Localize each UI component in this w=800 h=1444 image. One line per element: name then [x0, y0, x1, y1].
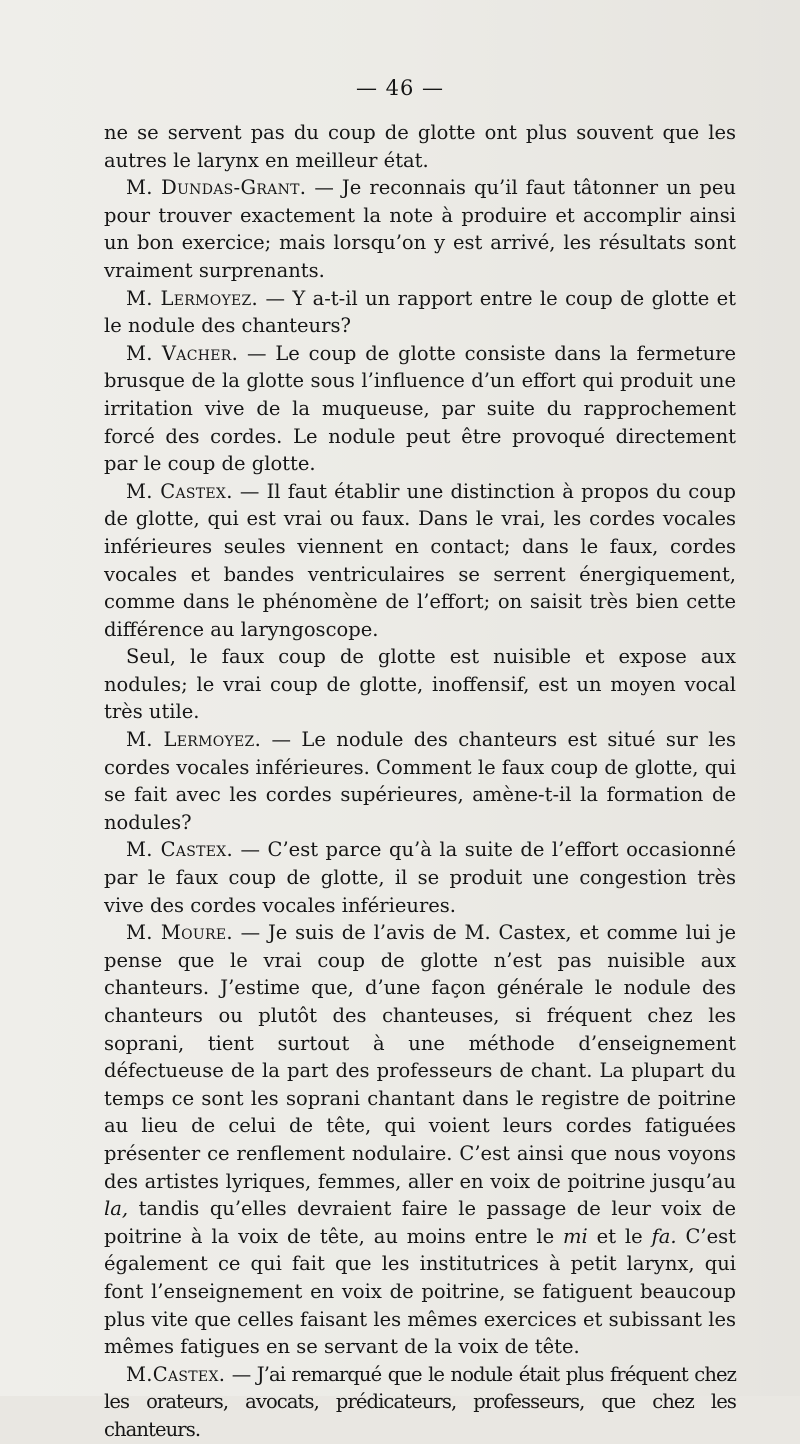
- paragraph-text: — Je suis de l’avis de M. Castex, et comme lui je pense que le vrai coup de glotte n’est pas nuisible aux chanteurs. J’estime que, d’une façon générale le nodule des chanteurs ou plutôt des chanteuses, si fréquent chez les soprani, tient surtout à une méthode d’enseignement défectueuse de la part des professeurs de chant. La plupart du temps ce sont les soprani chantant dans le registre de poitrine au lieu de celui de tête, qui voient leurs cordes fatiguées présenter ce renflement nodulaire. C’est ainsi que nous voyons des artistes lyriques, femmes, aller en voix de poitrine jusqu’au: [104, 921, 736, 1193]
- speaker-name: M.Castex.: [126, 1362, 226, 1386]
- speaker-name: M. Moure.: [126, 921, 233, 945]
- paragraph-castex-orateurs: [104, 1361, 736, 1444]
- paragraph-text: Seul, le faux coup de glotte est nuisible et expose aux nodules; le vrai coup de glotte, inoffensif, est un moyen vocal très utile.: [104, 645, 736, 724]
- paragraph-lermoyez-question: [104, 285, 736, 340]
- page-number: — 46 —: [355, 76, 445, 100]
- paragraph-text: — Je reconnais qu’il faut tâtonner un peu pour trouver exactement la note à produire et accomplir ainsi un bon exercice; mais lorsqu’on y est arrivé, les résultats sont vraiment surprenants.: [104, 176, 736, 282]
- italic-note-la: la,: [104, 1197, 129, 1221]
- paragraph-text: ne se servent pas du coup de glotte ont plus souvent que les autres le larynx en meilleur état.: [104, 121, 736, 172]
- paragraph-vacher: [104, 340, 736, 478]
- speaker-name: M. Dundas-Grant.: [126, 176, 307, 200]
- paragraph-text: — Il faut établir une distinction à propos du coup de glotte, qui est vrai ou faux. Dans le vrai, les cordes vocales inférieures seules viennent en contact; dans le faux, cordes vocales et bandes ventriculaires se serrent énergiquement, comme dans le phénomène de l’effort; on saisit très bien cette différence au laryngoscope.: [104, 479, 736, 641]
- italic-note-fa: fa.: [651, 1224, 677, 1248]
- speaker-name: M. Castex.: [126, 838, 234, 862]
- paragraph-text: — Le coup de glotte consiste dans la fermeture brusque de la glotte sous l’influence d’un effort qui produit une irritation vive de la muqueuse, par suite du rapprochement forcé des cordes. Le nodule peut être provoqué directement par le coup de glotte.: [104, 341, 736, 476]
- paragraph-text-4: C’est également ce qui fait que les institutrices à petit larynx, qui font l’enseignement en voix de poitrine, se fatiguent beaucoup plus vite que celles faisant les mêmes exercices et subissant les mêmes fatigues en se servant de la voix de tête.: [104, 1224, 737, 1359]
- paragraph-text: — Y a-t-il un rapport entre le coup de glotte et le nodule des chanteurs?: [104, 286, 736, 338]
- speaker-name: M. Vacher.: [126, 341, 239, 365]
- paragraph-castex-distinction: [104, 478, 736, 644]
- paragraph-text: — C’est parce qu’à la suite de l’effort occasionné par le faux coup de glotte, il se produit une congestion très vive des cordes vocales inférieures.: [104, 838, 737, 917]
- speaker-name: M. Lermoyez.: [126, 286, 259, 310]
- body-text: [104, 119, 736, 1444]
- paragraph-seul: [104, 643, 736, 726]
- paragraph-continuation: [104, 119, 736, 174]
- paragraph-text: — J’ai remarqué que le nodule était plus fréquent chez les orateurs, avocats, prédicateurs, professeurs, que chez les chanteurs.: [104, 1362, 736, 1441]
- speaker-name: M. Lermoyez.: [126, 728, 262, 752]
- paragraph-text-2: tandis qu’elles devraient faire le passage de leur voix de poitrine à la voix de tête, au moins entre le: [104, 1197, 736, 1248]
- paragraph-lermoyez-nodule: [104, 726, 736, 836]
- italic-note-mi: mi: [563, 1224, 588, 1248]
- paragraph-castex-effort: [104, 836, 736, 919]
- paragraph-dundas-grant: [104, 174, 736, 284]
- paragraph-moure: [104, 919, 736, 1361]
- paragraph-text: — Le nodule des chanteurs est situé sur les cordes vocales inférieures. Comment le faux coup de glotte, qui se fait avec les cordes supérieures, amène-t-il la formation de nodules?: [104, 728, 736, 834]
- speaker-name: M. Castex.: [126, 479, 233, 503]
- paragraph-text-3: et le: [587, 1224, 652, 1248]
